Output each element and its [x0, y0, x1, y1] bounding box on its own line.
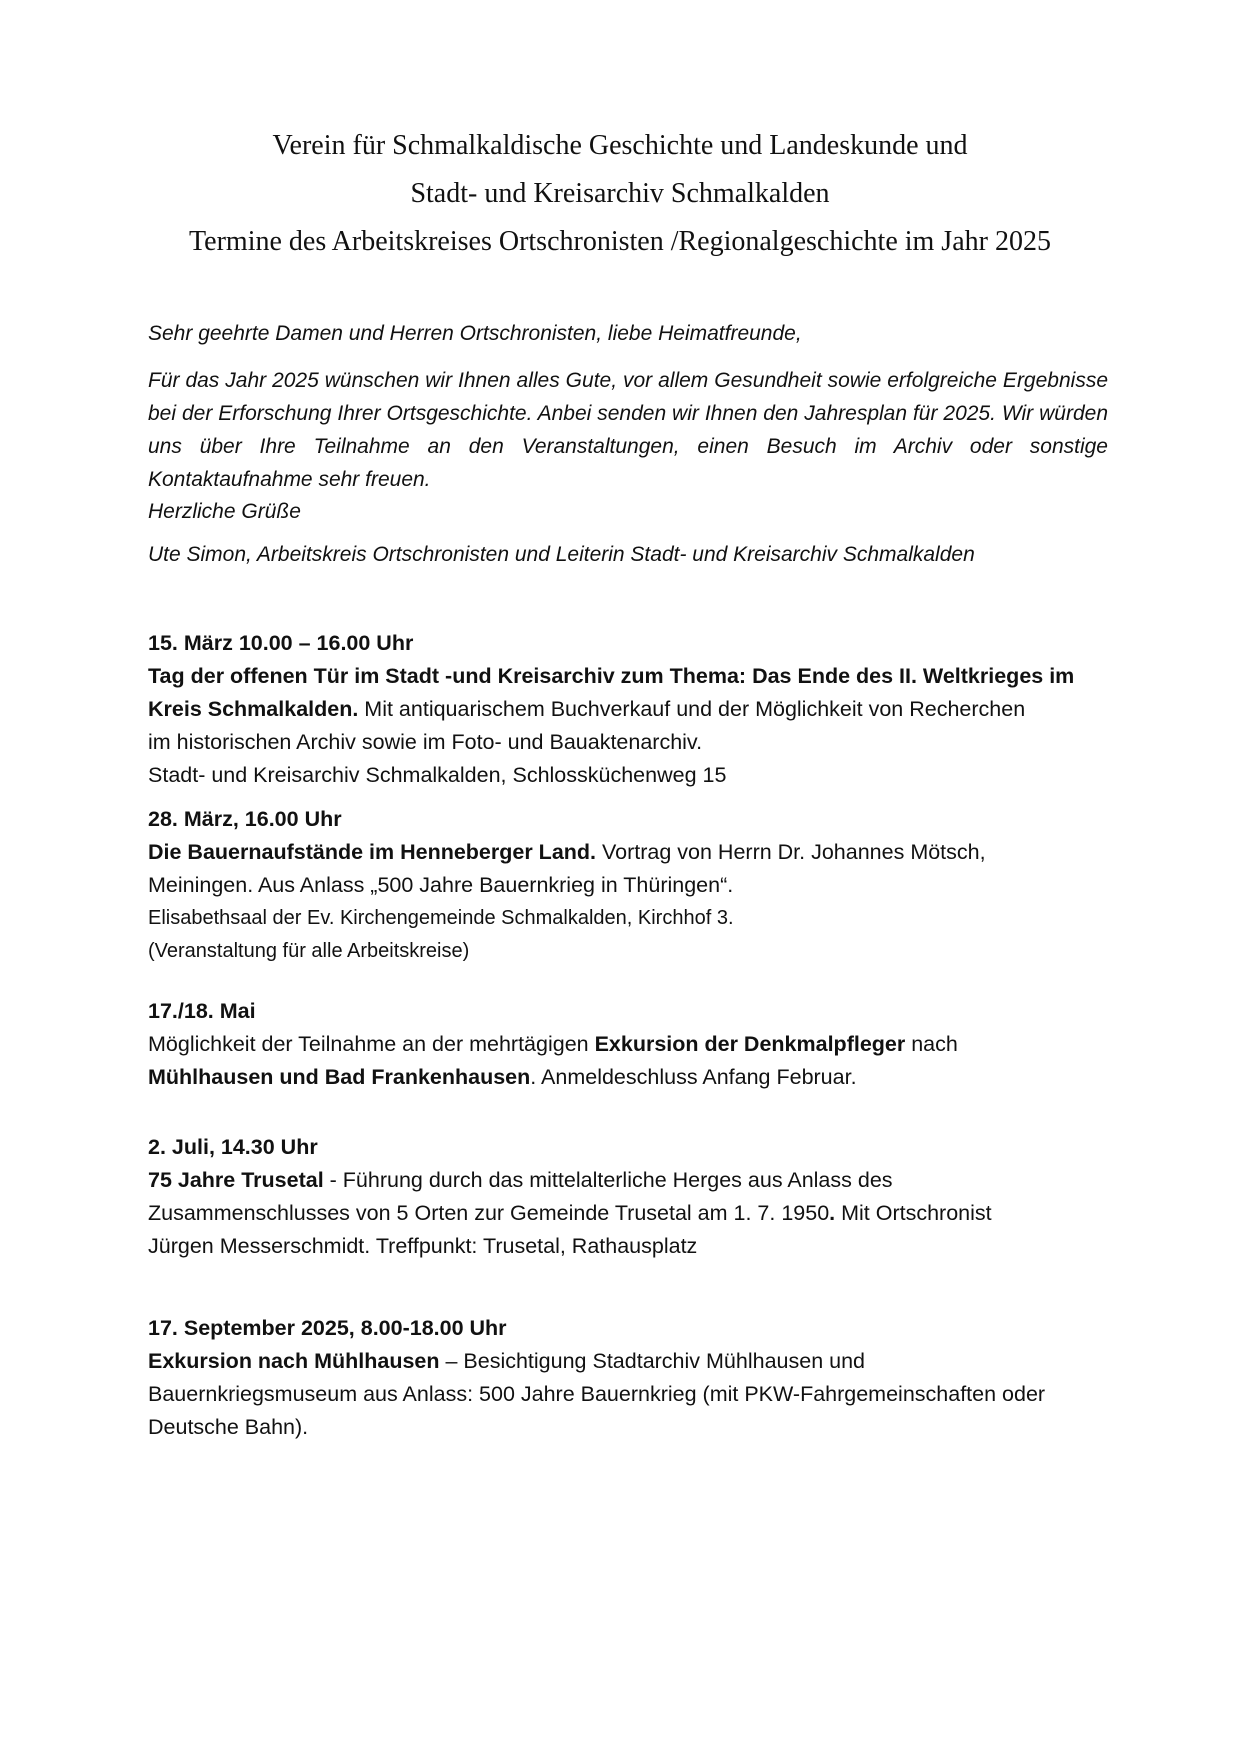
- event-4: [148, 1131, 1108, 1263]
- event-deadline: . Anmeldeschluss Anfang Februar.: [530, 1065, 857, 1089]
- event-description: – Besichtigung Stadtarchiv Mühlhausen und: [439, 1349, 865, 1373]
- event-description: - Führung durch das mittelalterliche Herges aus Anlass des: [323, 1168, 893, 1192]
- event-description: Möglichkeit der Teilnahme an der mehrtägigen: [148, 1032, 595, 1056]
- event-description-continued: im historischen Archiv sowie im Foto- und Bauaktenarchiv.: [148, 730, 703, 754]
- header-title-line-1: Verein für Schmalkaldische Geschichte und Landeskunde und: [272, 130, 968, 161]
- event-note: (Veranstaltung für alle Arbeitskreise): [148, 940, 470, 962]
- event-title: Exkursion der Denkmalpfleger: [594, 1032, 906, 1056]
- event-meeting-point: Jürgen Messerschmidt. Treffpunkt: Trusetal, Rathausplatz: [148, 1234, 698, 1258]
- event-title: Exkursion nach Mühlhausen: [148, 1349, 440, 1373]
- intro-closing: Herzliche Grüße: [148, 500, 301, 523]
- event-description-continued: Zusammenschlusses von 5 Orten zur Gemeinde Trusetal am 1. 7. 1950: [148, 1201, 830, 1225]
- event-description: Mit antiquarischem Buchverkauf und der Möglichkeit von Recherchen: [358, 697, 1026, 721]
- event-destination: Mühlhausen und Bad Frankenhausen: [148, 1065, 531, 1089]
- intro-body: Für das Jahr 2025 wünschen wir Ihnen alles Gute, vor allem Gesundheit sowie erfolgreiche Ergebnisse bei der Erforschung Ihrer Ortsgeschichte. Anbei senden wir Ihnen den Jahresplan für 2025. Wir würden uns über Ihre Teilnahme an den Veranstaltungen, einen Besuch im Archiv oder sonstige Kontaktaufnahme sehr freuen.: [148, 369, 1108, 491]
- event-date: 17. September 2025, 8.00-18.00 Uhr: [148, 1316, 507, 1340]
- event-location: Elisabethsaal der Ev. Kirchengemeinde Schmalkalden, Kirchhof 3.: [148, 907, 734, 929]
- event-3: [148, 995, 1108, 1094]
- intro-greeting: Sehr geehrte Damen und Herren Ortschronisten, liebe Heimatfreunde,: [148, 322, 802, 345]
- event-description-tail: Deutsche Bahn).: [148, 1415, 309, 1439]
- event-description-tail: Mit Ortschronist: [835, 1201, 992, 1225]
- header-title-line-3: Termine des Arbeitskreises Ortschronisten /Regionalgeschichte im Jahr 2025: [189, 226, 1051, 257]
- event-2: [148, 803, 1108, 968]
- header-title-line-2: Stadt- und Kreisarchiv Schmalkalden: [410, 178, 830, 209]
- event-1: [148, 627, 1108, 792]
- event-title-continued: Kreis Schmalkalden.: [148, 697, 359, 721]
- event-date: 15. März 10.00 – 16.00 Uhr: [148, 631, 414, 655]
- event-description-continued: Meiningen. Aus Anlass „500 Jahre Bauernkrieg in Thüringen“.: [148, 873, 734, 897]
- event-location: Stadt- und Kreisarchiv Schmalkalden, Schlossküchenweg 15: [148, 763, 727, 787]
- event-description-continued: Bauernkriegsmuseum aus Anlass: 500 Jahre Bauernkrieg (mit PKW-Fahrgemeinschaften oder: [148, 1382, 1046, 1406]
- event-5: [148, 1312, 1108, 1444]
- event-title: Die Bauernaufstände im Henneberger Land.: [148, 840, 597, 864]
- event-date: 2. Juli, 14.30 Uhr: [148, 1135, 318, 1159]
- bold-period: .: [829, 1201, 836, 1225]
- event-description-tail: nach: [905, 1032, 958, 1056]
- event-title: 75 Jahre Trusetal: [148, 1168, 324, 1192]
- event-title: Tag der offenen Tür im Stadt -und Kreisarchiv zum Thema: Das Ende des II. Weltkrieges im: [148, 664, 1075, 688]
- event-date: 28. März, 16.00 Uhr: [148, 807, 342, 831]
- intro-signature: Ute Simon, Arbeitskreis Ortschronisten und Leiterin Stadt- und Kreisarchiv Schmalkalden: [148, 543, 975, 566]
- event-date: 17./18. Mai: [148, 999, 256, 1023]
- event-description: Vortrag von Herrn Dr. Johannes Mötsch,: [596, 840, 986, 864]
